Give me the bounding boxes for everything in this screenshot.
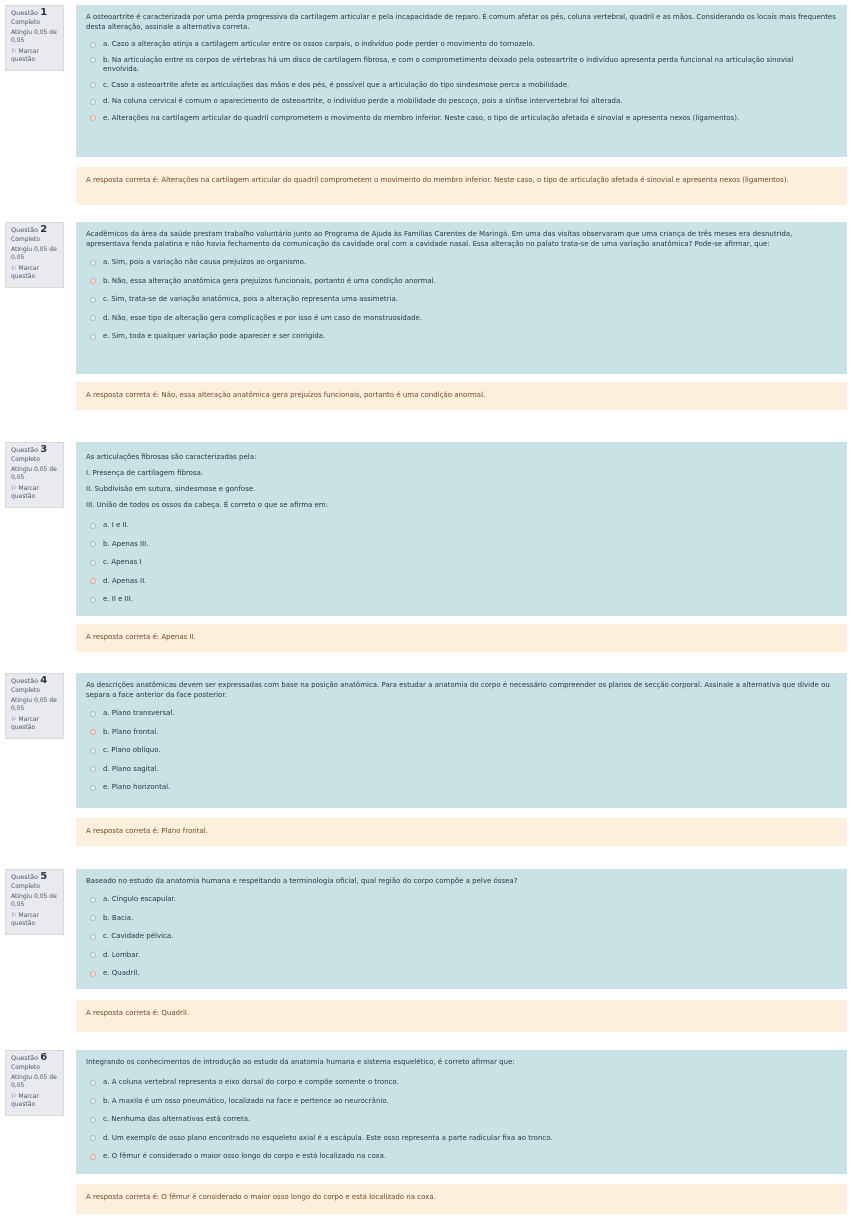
flag-label: Marcar questão — [11, 716, 40, 731]
answer-text: c. Plano oblíquo. — [103, 746, 161, 754]
question-number-prefix: Questão — [11, 873, 39, 881]
flag-question-link[interactable] — [11, 265, 59, 281]
answer-text: b. Bacia. — [103, 913, 134, 922]
radio-button[interactable] — [90, 785, 96, 791]
answer-option-c[interactable] — [90, 295, 837, 305]
flag-icon: ⚐ — [11, 485, 17, 492]
question-number — [11, 677, 59, 685]
question-grade: Atingiu 0,05 de 0,05 — [11, 1074, 57, 1089]
answer-list — [86, 258, 837, 342]
question-formulation — [76, 5, 847, 157]
question-number — [11, 1054, 59, 1062]
question-info — [5, 222, 64, 288]
answer-text: a. Plano transversal. — [103, 709, 175, 717]
answer-option-a[interactable] — [90, 40, 837, 50]
question-paragraph: II. Subdivisão em sutura, sindesmose e gonfose. — [86, 485, 256, 493]
radio-button[interactable] — [90, 315, 96, 321]
question-state: Completo — [11, 883, 40, 890]
answer-text: e. Plano horizontal. — [103, 783, 171, 791]
radio-button[interactable] — [90, 1080, 96, 1086]
question-text — [86, 449, 837, 513]
question-number-prefix: Questão — [11, 1054, 39, 1062]
answer-option-b[interactable] — [90, 277, 837, 287]
question-grade: Atingiu 0,05 de 0,05 — [11, 29, 57, 44]
radio-button[interactable] — [90, 915, 96, 921]
answer-option-e[interactable] — [90, 969, 837, 979]
answer-text: b. A maxila é um osso pneumático, localizado na face e pertence ao neurocrânio. — [103, 1096, 389, 1105]
answer-list — [86, 521, 837, 605]
question-info — [5, 442, 64, 508]
answer-option-d[interactable] — [90, 951, 837, 961]
question-formulation — [76, 222, 847, 374]
flag-label: Marcar questão — [11, 265, 40, 280]
answer-list — [86, 1078, 837, 1162]
radio-button[interactable] — [90, 934, 96, 940]
question-number-value: 5 — [40, 871, 48, 882]
answer-text: d. Plano sagital. — [103, 764, 159, 773]
answer-text: e. Sim, toda e qualquer variação pode aparecer e ser corrigida. — [103, 332, 326, 340]
answer-option-d[interactable] — [90, 577, 837, 587]
answer-option-a[interactable] — [90, 895, 837, 905]
answer-option-e[interactable] — [90, 332, 837, 342]
answer-text: d. Um exemplo de osso plano encontrado no esqueleto axial é a escápula. Este osso representa a parte radicular fixa ao tronco. — [103, 1133, 553, 1142]
answer-text: c. Cavidade pélvica. — [103, 932, 174, 940]
radio-button[interactable] — [90, 1117, 96, 1123]
question-text — [86, 876, 837, 886]
question-number-value: 2 — [40, 224, 48, 235]
radio-button[interactable] — [90, 1135, 96, 1141]
question-paragraph: As articulações fibrosas são caracterizadas pela: — [86, 453, 257, 461]
answer-text: b. Não, essa alteração anatômica gera prejuízos funcionais, portanto é uma condição anormal. — [103, 276, 436, 285]
radio-button[interactable] — [90, 297, 96, 303]
answer-text: e. O fêmur é considerado o maior osso longo do corpo e está localizado na coxa. — [103, 1152, 387, 1160]
radio-button[interactable] — [90, 597, 96, 603]
radio-button-selected[interactable] — [90, 729, 96, 735]
question-state: Completo — [11, 687, 40, 694]
flag-icon: ⚐ — [11, 48, 17, 55]
question-paragraph: A osteoartrite é caracterizada por uma perda progressiva da cartilagem articular e pela incapacidade de reparo. É comum afetar os pés, coluna vertebral, quadril e as mãos. Considerando os locais mais frequentes desta alteração, assinale a alternativa correta. — [86, 13, 836, 31]
answer-option-b[interactable] — [90, 56, 837, 75]
question-text — [86, 12, 837, 32]
question-state: Completo — [11, 1064, 40, 1071]
answer-option-a[interactable] — [90, 258, 837, 268]
answer-text: e. II e III. — [103, 595, 134, 603]
answer-option-b[interactable] — [90, 1097, 837, 1107]
answer-text: d. Na coluna cervical é comum o aparecimento de osteoartrite, o indivíduo perde a mobilidade do pescoço, pois a sínfise intervertebral foi alterada. — [103, 97, 623, 105]
flag-label: Marcar questão — [11, 1093, 40, 1108]
question-number — [11, 873, 59, 881]
answer-option-b[interactable] — [90, 728, 837, 738]
answer-text: a. Caso a alteração atinja a cartilagem articular entre os ossos carpais, o indivíduo pode perder o movimento do tornozelo. — [103, 40, 535, 48]
answer-text: c. Sim, trata-se de variação anatômica, pois a alteração representa uma assimetria. — [103, 295, 398, 303]
radio-button[interactable] — [90, 748, 96, 754]
radio-button-selected[interactable] — [90, 1154, 96, 1160]
question-number-value: 6 — [40, 1052, 48, 1063]
answer-option-d[interactable] — [90, 97, 837, 107]
question-formulation — [76, 869, 847, 989]
radio-button-selected[interactable] — [90, 278, 96, 284]
question-state: Completo — [11, 456, 40, 463]
question-info — [5, 673, 64, 739]
answer-text: e. Quadril. — [103, 969, 140, 977]
question-formulation — [76, 1050, 847, 1174]
correct-answer-feedback: A resposta correta é: Alterações na cartilagem articular do quadril comprometem o movimento do membro inferior. Neste caso, o tipo de articulação afetada é sinovial e apresenta nexos (ligamentos). — [76, 167, 847, 205]
question-paragraph: As descrições anatômicas devem ser expressadas com base na posição anatômica. Para estudar a anatomia do corpo é necessário compreender os planos de secção corporal. Assinale a alternativa que divide ou separa a face anterior da face posterior. — [86, 681, 830, 699]
radio-button[interactable] — [90, 897, 96, 903]
answer-option-b[interactable] — [90, 914, 837, 924]
radio-button[interactable] — [90, 334, 96, 340]
radio-button[interactable] — [90, 711, 96, 717]
flag-label: Marcar questão — [11, 485, 40, 500]
question-grade: Atingiu 0,05 de 0,05 — [11, 246, 57, 261]
answer-option-b[interactable] — [90, 540, 837, 550]
answer-text: b. Apenas III. — [103, 539, 149, 548]
question-number-value: 3 — [40, 444, 48, 455]
answer-text: a. Sim, pois a variação não causa prejuízos ao organismo. — [103, 258, 307, 266]
question-formulation — [76, 442, 847, 616]
question-number-prefix: Questão — [11, 226, 39, 234]
radio-button-selected[interactable] — [90, 578, 96, 584]
question-state: Completo — [11, 19, 40, 26]
question-state: Completo — [11, 236, 40, 243]
answer-option-e[interactable] — [90, 595, 837, 605]
question-text — [86, 680, 837, 700]
question-info — [5, 5, 64, 71]
answer-text: a. A coluna vertebral representa o eixo dorsal do corpo e compõe somente o tronco. — [103, 1078, 399, 1086]
answer-option-e[interactable] — [90, 1152, 837, 1162]
radio-button-selected[interactable] — [90, 115, 96, 121]
answer-list — [86, 895, 837, 979]
question-text — [86, 1057, 837, 1067]
answer-option-e[interactable] — [90, 114, 837, 124]
flag-question-link[interactable] — [11, 485, 59, 501]
question-paragraph: Acadêmicos da área da saúde prestam trabalho voluntário junto ao Programa de Ajuda às Famílias Carentes de Maringá. Em uma das visitas observaram que uma criança de três meses era desnutrida, apresentava fenda palatina e não havia fechamento da comunicação da cavidade oral com a cavidade nasal. Essa alteração no palato trata-se de uma variação anatômica? Pode-se afirmar, que: — [86, 230, 793, 248]
answer-option-c[interactable] — [90, 932, 837, 942]
answer-text: a. I e II. — [103, 521, 129, 529]
answer-list — [86, 709, 837, 793]
question-number-prefix: Questão — [11, 446, 39, 454]
radio-button-selected[interactable] — [90, 971, 96, 977]
flag-question-link[interactable] — [11, 716, 59, 732]
answer-text: d. Apenas II. — [103, 576, 147, 585]
radio-button[interactable] — [90, 541, 96, 547]
question-paragraph: Baseado no estudo da anatomia humana e respeitando a terminologia oficial, qual região do corpo compõe a pelve óssea? — [86, 877, 518, 885]
question-number-value: 1 — [40, 7, 48, 18]
flag-question-link[interactable] — [11, 48, 59, 64]
answer-text: b. Na articulação entre os corpos de vértebras há um disco de cartilagem fibrosa, e com o comprometimento deixado pela osteoartrite o indivíduo apresenta perda funcional na articulação sinovial envolvida. — [103, 55, 794, 73]
answer-list — [86, 40, 837, 123]
radio-button[interactable] — [90, 82, 96, 88]
answer-option-d[interactable] — [90, 314, 837, 324]
answer-option-c[interactable] — [90, 81, 837, 91]
answer-option-c[interactable] — [90, 746, 837, 756]
question-number-value: 4 — [40, 675, 48, 686]
question-grade: Atingiu 0,05 de 0,05 — [11, 893, 57, 908]
question-number-prefix: Questão — [11, 677, 39, 685]
radio-button[interactable] — [90, 260, 96, 266]
answer-option-d[interactable] — [90, 1134, 837, 1144]
question-paragraph: III. União de todos os ossos da cabeça. É correto o que se afirma em: — [86, 501, 329, 509]
answer-option-c[interactable] — [90, 558, 837, 568]
question-grade: Atingiu 0,05 de 0,05 — [11, 697, 57, 712]
flag-icon: ⚐ — [11, 912, 17, 919]
correct-answer-feedback: A resposta correta é: Quadril. — [76, 1000, 847, 1032]
question-text — [86, 229, 837, 249]
flag-label: Marcar questão — [11, 48, 40, 63]
question-number — [11, 446, 59, 454]
question-number — [11, 226, 59, 234]
answer-text: c. Caso a osteoartrite afete as articulações das mãos e dos pés, é possível que a articulação do tipo sindesmose perca a mobilidade. — [103, 80, 570, 89]
answer-text: c. Nenhuma das alternativas está correta. — [103, 1115, 251, 1123]
question-paragraph: I. Presença de cartilagem fibrosa. — [86, 469, 204, 477]
flag-icon: ⚐ — [11, 265, 17, 272]
answer-text: d. Não, esse tipo de alteração gera complicações e por isso é um caso de monstruosidade. — [103, 313, 423, 322]
radio-button[interactable] — [90, 42, 96, 48]
flag-question-link[interactable] — [11, 1093, 59, 1109]
correct-answer-feedback: A resposta correta é: Plano frontal. — [76, 818, 847, 846]
correct-answer-feedback: A resposta correta é: Não, essa alteração anatômica gera prejuízos funcionais, portanto é uma condição anormal. — [76, 382, 847, 410]
answer-option-d[interactable] — [90, 765, 837, 775]
flag-icon: ⚐ — [11, 716, 17, 723]
question-paragraph: Integrando os conhecimentos de introdução ao estudo da anatomia humana e sistema esquelético, é correto afirmar que: — [86, 1058, 515, 1066]
answer-option-a[interactable] — [90, 709, 837, 719]
flag-label: Marcar questão — [11, 912, 40, 927]
answer-option-a[interactable] — [90, 521, 837, 531]
flag-question-link[interactable] — [11, 912, 59, 928]
answer-text: b. Plano frontal. — [103, 727, 159, 736]
answer-option-c[interactable] — [90, 1115, 837, 1125]
question-grade: Atingiu 0,05 de 0,05 — [11, 466, 57, 481]
correct-answer-feedback: A resposta correta é: O fêmur é considerado o maior osso longo do corpo e está localizado na coxa. — [76, 1184, 847, 1214]
correct-answer-feedback: A resposta correta é: Apenas II. — [76, 624, 847, 652]
radio-button[interactable] — [90, 1098, 96, 1104]
answer-text: e. Alterações na cartilagem articular do quadril comprometem o movimento do membro inferior. Neste caso, o tipo de articulação afetada é sinovial e apresenta nexos (ligamentos). — [103, 113, 740, 122]
radio-button[interactable] — [90, 952, 96, 958]
question-info — [5, 1050, 64, 1116]
radio-button[interactable] — [90, 523, 96, 529]
question-formulation — [76, 673, 847, 808]
flag-icon: ⚐ — [11, 1093, 17, 1100]
answer-option-a[interactable] — [90, 1078, 837, 1088]
answer-text: c. Apenas I — [103, 558, 142, 566]
question-number-prefix: Questão — [11, 9, 39, 17]
radio-button[interactable] — [90, 766, 96, 772]
question-info — [5, 869, 64, 935]
radio-button[interactable] — [90, 57, 96, 63]
radio-button[interactable] — [90, 560, 96, 566]
question-number — [11, 9, 59, 17]
answer-option-e[interactable] — [90, 783, 837, 793]
answer-text: a. Cíngulo escapular. — [103, 895, 177, 903]
radio-button[interactable] — [90, 99, 96, 105]
answer-text: d. Lombar. — [103, 950, 140, 959]
